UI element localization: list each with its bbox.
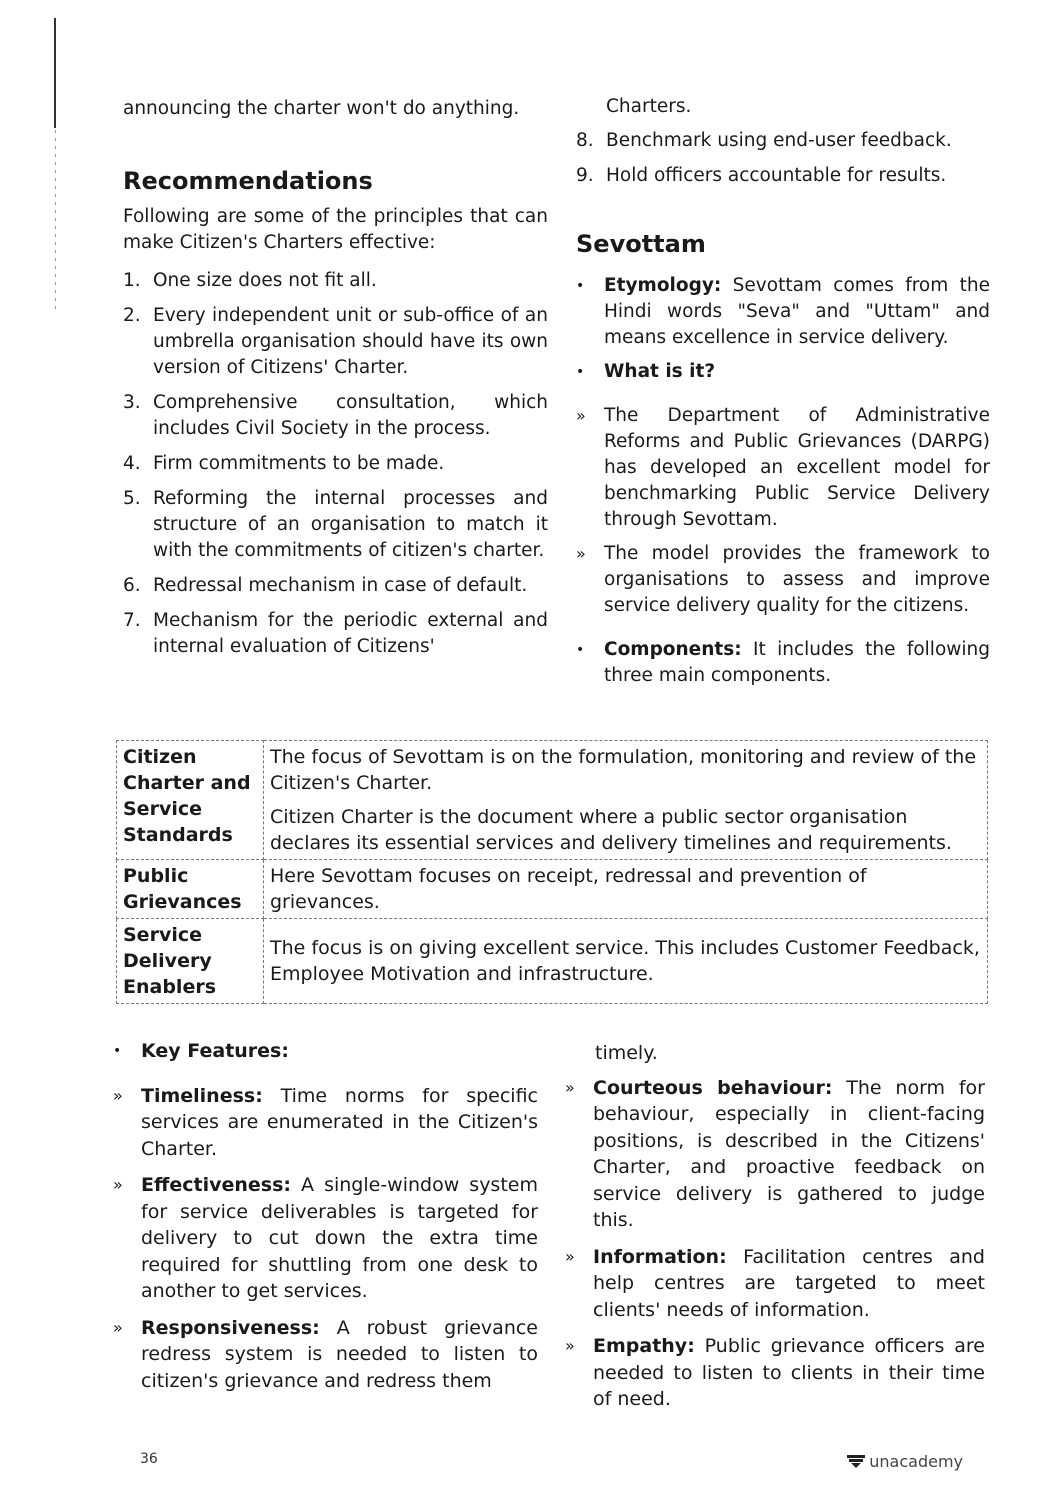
recommendations-list: [123, 268, 548, 660]
list-item: [123, 486, 548, 564]
row-key: Public Grievances: [117, 860, 264, 919]
continued-text: Charters.: [606, 96, 692, 117]
etymology-label: Etymology:: [604, 275, 722, 296]
recommendations-list-continued: [576, 128, 990, 189]
chevron-right-icon: »: [576, 406, 586, 425]
row-value-text: Citizen Charter is the document where a public sector organisation declares its essential services and delivery timelines and requirements.: [270, 806, 952, 854]
row-value: [264, 741, 988, 860]
list-item: [123, 390, 548, 442]
key-features-label: Key Features:: [141, 1040, 289, 1062]
feature-label: Responsiveness:: [141, 1316, 320, 1339]
row-value-text: The focus of Sevottam is on the formulation, monitoring and review of the Citizen's Charter.: [270, 746, 977, 794]
item-number: 3.: [123, 392, 141, 413]
item-number: 5.: [123, 488, 141, 509]
item-text: Benchmark using end-user feedback.: [606, 130, 952, 151]
list-item: [123, 451, 548, 477]
item-text: Mechanism for the periodic external and internal evaluation of Citizens': [153, 610, 548, 657]
item-number: 9.: [576, 165, 594, 186]
row-value: The focus is on giving excellent service. This includes Customer Feedback, Employee Motivation and infrastructure.: [264, 919, 988, 1004]
key-features-right: [565, 1040, 985, 1421]
chevron-right-icon: »: [113, 1175, 123, 1194]
item-text: One size does not fit all.: [153, 270, 377, 291]
feature-item: [565, 1244, 985, 1324]
item-text: Redressal mechanism in case of default.: [153, 575, 528, 596]
list-item: [123, 573, 548, 599]
chevron-right-icon: »: [113, 1317, 123, 1337]
item-text: Hold officers accountable for results.: [606, 165, 947, 186]
table-row: [117, 860, 988, 919]
chevron-right-icon: »: [565, 1077, 575, 1097]
page-number: 36: [140, 1451, 158, 1467]
etymology-point: [576, 273, 990, 351]
item-number: 1.: [123, 270, 141, 291]
feature-item: [565, 1075, 985, 1234]
feature-text: A robust grievance redress system is needed to listen to citizen's grievance and redress them: [141, 1316, 538, 1392]
feature-text: Time norms for specific services are enumerated in the Citizen's Charter.: [141, 1084, 538, 1160]
bullet-icon: •: [576, 364, 585, 380]
chevron-right-icon: »: [113, 1085, 123, 1105]
recommendations-heading: Recommendations: [123, 167, 373, 195]
right-column: [576, 94, 990, 697]
item-number: 7.: [123, 610, 141, 631]
list-item: [123, 608, 548, 660]
sub-point-text: The model provides the framework to organisations to assess and improve service delivery quality for the citizens.: [604, 543, 990, 616]
list-item: [123, 268, 548, 294]
list-item: [576, 163, 990, 189]
key-features-point: [113, 1038, 538, 1065]
item-number: 4.: [123, 453, 141, 474]
feature-text: Facilitation centres and help centres are targeted to meet clients' needs of information.: [593, 1245, 985, 1321]
intro-line: announcing the charter won't do anything.: [123, 98, 520, 119]
components-label: Components:: [604, 639, 742, 660]
chevron-right-icon: »: [565, 1336, 575, 1355]
item-number: 2.: [123, 305, 141, 326]
sub-point-text: The Department of Administrative Reforms and Public Grievances (DARPG) has developed an excellent model for benchmarking Public Service Delivery through Sevottam.: [604, 405, 990, 530]
unacademy-logo-icon: [847, 1455, 865, 1469]
what-is-it-point: [576, 359, 990, 385]
item-text: Reforming the internal processes and structure of an organisation to match it with the commitments of citizen's charter.: [153, 488, 548, 561]
row-value: Here Sevottam focuses on receipt, redressal and prevention of grievances.: [264, 860, 988, 919]
feature-item: [565, 1333, 985, 1413]
item-number: 8.: [576, 130, 594, 151]
sub-point: [576, 403, 990, 533]
list-item: [123, 303, 548, 381]
sevottam-heading: Sevottam: [576, 230, 706, 258]
feature-label: Effectiveness:: [141, 1174, 292, 1196]
bullet-icon: •: [576, 278, 585, 294]
list-item: [576, 128, 990, 154]
sevottam-components-table: [116, 740, 988, 1004]
components-point: [576, 637, 990, 689]
row-key: Citizen Charter and Service Standards: [117, 741, 264, 860]
chevron-right-icon: »: [565, 1246, 575, 1266]
bullet-icon: •: [113, 1043, 122, 1059]
feature-text: A single-window system for service deliverables is targeted for delivery to cut down the extra time required for shuttling from one desk to another to get services.: [141, 1174, 538, 1302]
components-text: It includes the following three main components.: [604, 639, 990, 686]
feature-item: [113, 1083, 538, 1163]
continued-text: timely.: [595, 1042, 658, 1064]
feature-label: Information:: [593, 1245, 727, 1268]
item-text: Comprehensive consultation, which includes Civil Society in the process.: [153, 392, 548, 439]
item-text: Firm commitments to be made.: [153, 453, 445, 474]
feature-item: [113, 1172, 538, 1305]
recommendations-intro: Following are some of the principles that can make Citizen's Charters effective:: [123, 206, 548, 253]
table-row: [117, 919, 988, 1004]
sub-point: [576, 541, 990, 619]
row-key: Service Delivery Enablers: [117, 919, 264, 1004]
feature-text: Public grievance officers are needed to listen to clients in their time of need.: [593, 1335, 985, 1410]
feature-label: Timeliness:: [141, 1084, 263, 1107]
brand-name: unacademy: [869, 1452, 963, 1471]
table-row: [117, 741, 988, 860]
feature-label: Courteous behaviour:: [593, 1076, 833, 1099]
brand-logo: [847, 1452, 963, 1471]
left-column: [123, 96, 548, 669]
item-number: 6.: [123, 575, 141, 596]
feature-text: The norm for behaviour, especially in client-facing positions, is described in the Citizens' Charter, and proactive feedback on service delivery is gathered to judge this.: [593, 1076, 985, 1231]
item-text: Every independent unit or sub-office of an umbrella organisation should have its own version of Citizens' Charter.: [153, 305, 548, 378]
etymology-text: Sevottam comes from the Hindi words "Seva" and "Uttam" and means excellence in service delivery.: [604, 275, 991, 348]
feature-item: [113, 1315, 538, 1395]
feature-label: Empathy:: [593, 1335, 695, 1357]
scan-edge: [54, 18, 56, 128]
key-features-left: [113, 1038, 538, 1402]
what-is-it-label: What is it?: [604, 361, 716, 382]
scan-edge-dotted: [55, 130, 56, 310]
chevron-right-icon: »: [576, 544, 586, 563]
bullet-icon: •: [576, 642, 585, 658]
